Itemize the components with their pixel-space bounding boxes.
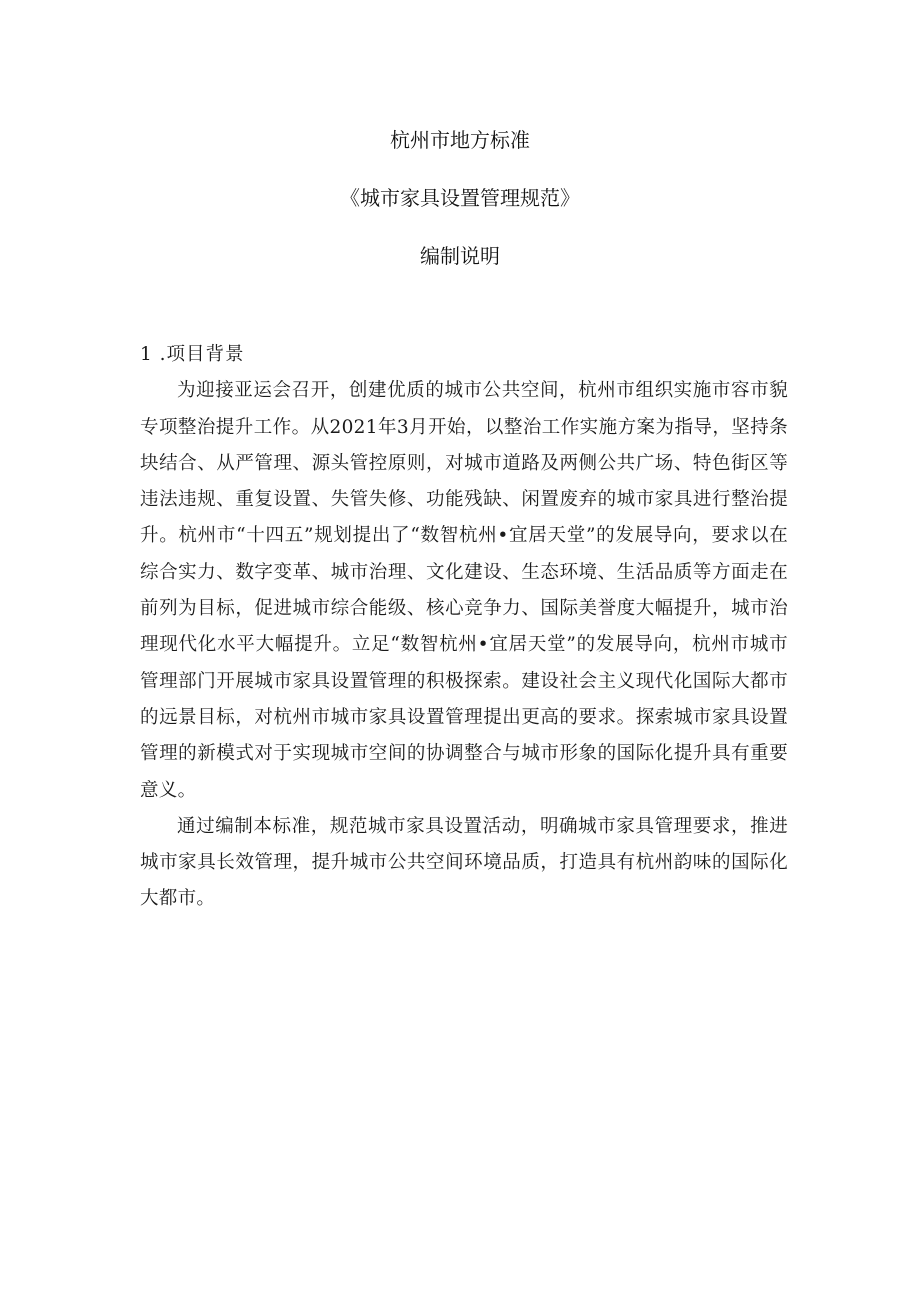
document-title-standard: 杭州市地方标准 <box>390 128 530 152</box>
paragraph-purpose: 通过编制本标准，规范城市家具设置活动，明确城市家具管理要求，推进城市家具长效管理，提升城市公共空间环境品质，打造具有杭州韵味的国际化大都市。 <box>140 815 788 910</box>
document-body <box>140 337 788 918</box>
section-heading: 1 .项目背景 <box>140 344 245 365</box>
paragraph-background: 为迎接亚运会召开，创建优质的城市公共空间，杭州市组织实施市容市貌专项整治提升工作。从2021年3月开始，以整治工作实施方案为指导，坚持条块结合、从严管理、源头管控原则，对城市道路及两侧公共广场、特色街区等违法违规、重复设置、失管失修、功能残缺、闲置废弃的城市家具进行整治提升。杭州市“十四五”规划提出了“数智杭州•宜居天堂”的发展导向，要求以在综合实力、数字变革、城市治理、文化建设、生态环境、生活品质等方面走在前列为目标，促进城市综合能级、核心竞争力、国际美誉度大幅提升，城市治理现代化水平大幅提升。立足“数智杭州•宜居天堂”的发展导向，杭州市城市管理部门开展城市家具设置管理的积极探索。建设社会主义现代化国际大都市的远景目标，对杭州市城市家具设置管理提出更高的要求。探索城市家具设置管理的新模式对于实现城市空间的协调整合与城市形象的国际化提升具有重要意义。 <box>140 380 788 801</box>
document-title-name: 《城市家具设置管理规范》 <box>340 186 580 210</box>
document-title-block <box>0 126 920 300</box>
document-title-subtitle: 编制说明 <box>420 244 500 268</box>
